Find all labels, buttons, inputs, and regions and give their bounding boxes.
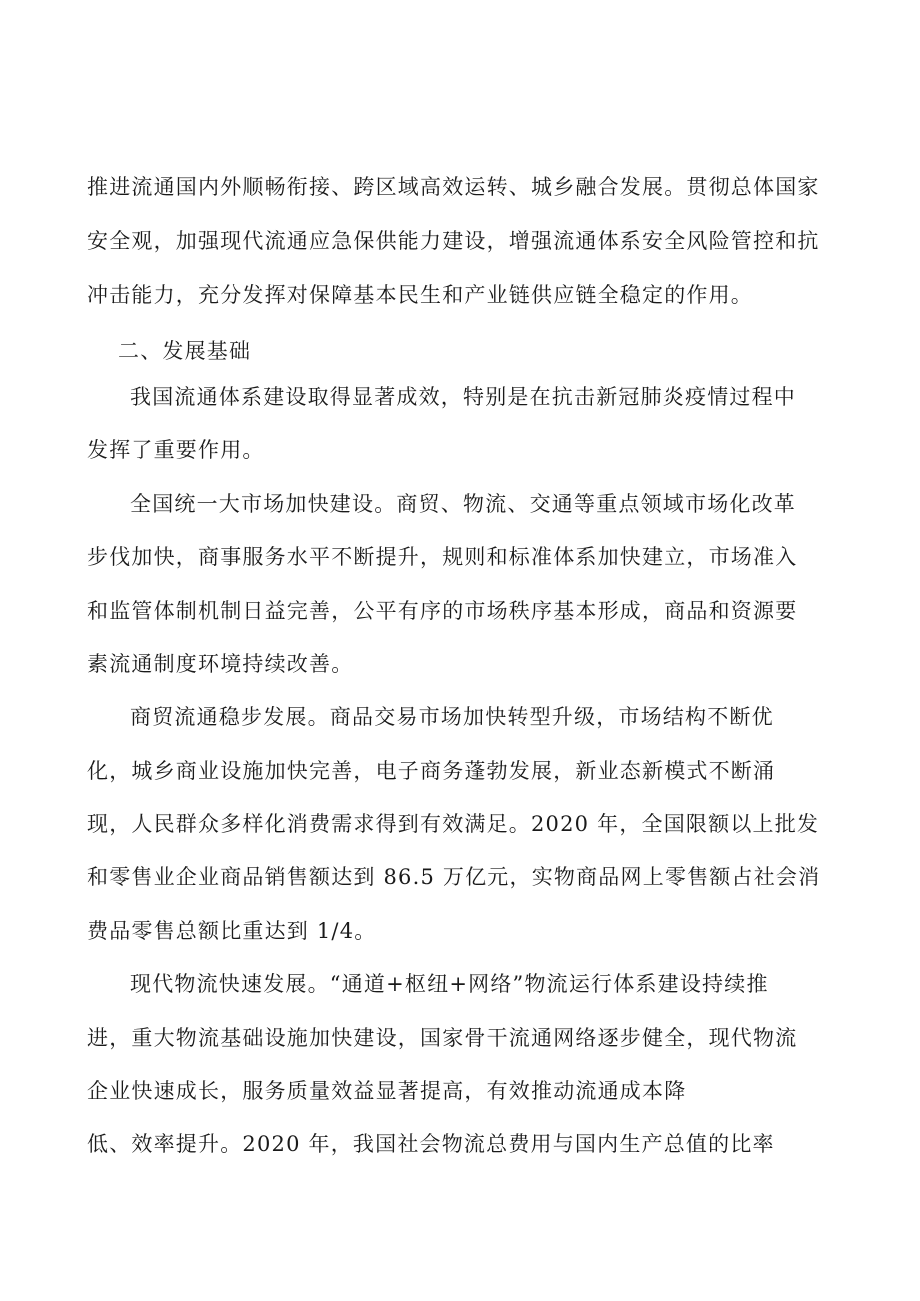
- paragraph-5-line-3: 企业快速成长，服务质量效益显著提高，有效推动流通成本降: [87, 1079, 687, 1103]
- section-heading: 二、发展基础: [118, 339, 252, 363]
- paragraph-5-line-1: 现代物流快速发展。“通道+枢纽+网络”物流运行体系建设持续推: [130, 972, 769, 996]
- paragraph-4-line-2: 化，城乡商业设施加快完善，电子商务蓬勃发展，新业态新模式不断涌: [87, 759, 776, 783]
- paragraph-4-line-3: 现，人民群众多样化消费需求得到有效满足。2020 年，全国限额以上批发: [87, 812, 820, 836]
- paragraph-1-line-2: 安全观，加强现代流通应急保供能力建设，增强流通体系安全风险管控和抗: [87, 229, 820, 253]
- paragraph-3-line-1: 全国统一大市场加快建设。商贸、物流、交通等重点领域市场化改革: [130, 492, 796, 516]
- paragraph-5-line-4: 低、效率提升。2020 年，我国社会物流总费用与国内生产总值的比率: [87, 1132, 775, 1156]
- paragraph-2-line-2: 发挥了重要作用。: [87, 438, 265, 462]
- paragraph-2-line-1: 我国流通体系建设取得显著成效，特别是在抗击新冠肺炎疫情过程中: [130, 385, 796, 409]
- paragraph-1-line-3: 冲击能力，充分发挥对保障基本民生和产业链供应链全稳定的作用。: [87, 283, 753, 307]
- paragraph-3-line-2: 步伐加快，商事服务水平不断提升，规则和标准体系加快建立，市场准入: [87, 545, 798, 569]
- paragraph-3-line-4: 素流通制度环境持续改善。: [87, 652, 354, 676]
- paragraph-5-line-2: 进，重大物流基础设施加快建设，国家骨干流通网络逐步健全，现代物流: [87, 1026, 798, 1050]
- paragraph-3-line-3: 和监管体制机制日益完善，公平有序的市场秩序基本形成，商品和资源要: [87, 599, 798, 623]
- paragraph-4-line-1: 商贸流通稳步发展。商品交易市场加快转型升级，市场结构不断优: [130, 705, 774, 729]
- paragraph-4-line-4: 和零售业企业商品销售额达到 86.5 万亿元，实物商品网上零售额占社会消: [87, 865, 821, 889]
- paragraph-4-line-5: 费品零售总额比重达到 1/4。: [87, 919, 377, 943]
- paragraph-1-line-1: 推进流通国内外顺畅衔接、跨区域高效运转、城乡融合发展。贯彻总体国家: [87, 175, 820, 199]
